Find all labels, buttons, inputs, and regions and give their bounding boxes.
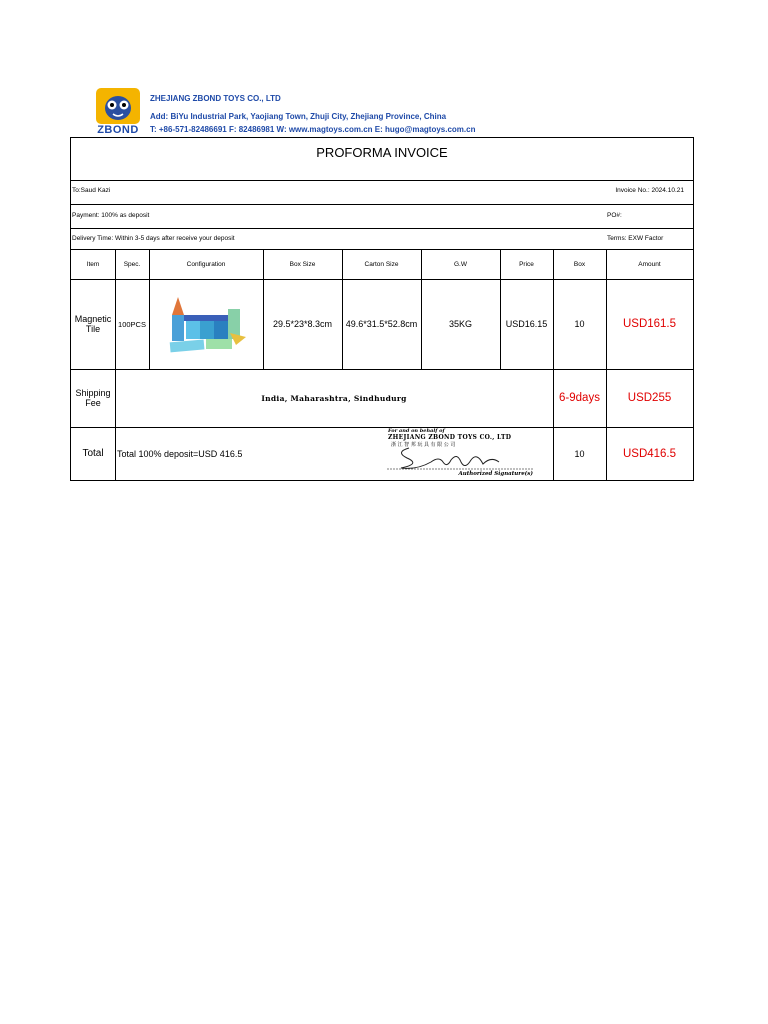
stamp-behalf: For and on behalf of: [388, 428, 445, 434]
magnetic-tiles-image: [166, 293, 246, 355]
company-stamp: [387, 428, 535, 480]
company-name: ZHEJIANG ZBOND TOYS CO., LTD: [150, 94, 281, 103]
shipping-amount: USD255: [627, 392, 672, 404]
invoice-title: PROFORMA INVOICE: [316, 145, 448, 160]
company-logo: [94, 88, 142, 138]
product-gw: 35KG: [448, 319, 472, 329]
logo-text: ZBOND: [97, 124, 139, 136]
po-number: PO#:: [607, 212, 622, 219]
stamp-company: ZHEJIANG ZBOND TOYS CO., LTD: [388, 434, 512, 441]
product-image: [149, 279, 263, 369]
header-price: Price: [519, 260, 534, 268]
to-field: To:Saud Kazi: [72, 187, 111, 194]
trade-terms: Terms: EXW Factor: [607, 235, 664, 242]
product-spec: 100PCS: [118, 319, 146, 329]
divider: [71, 204, 693, 205]
delivery-time: Delivery Time: Within 3-5 days after receive your deposit: [72, 235, 235, 242]
company-contact: T: +86-571-82486691 F: 82486981 W: www.magtoys.com.cn E: hugo@magtoys.com.cn: [150, 125, 476, 134]
signature-icon: [387, 442, 535, 472]
header-carton-size: Carton Size: [364, 260, 399, 268]
total-label: Total: [82, 448, 104, 459]
invoice-table: [70, 137, 694, 481]
divider: [71, 228, 693, 229]
product-amount: USD161.5: [622, 318, 677, 330]
header-configuration: Configuration: [186, 260, 226, 268]
payment-terms: Payment: 100% as deposit: [72, 212, 150, 219]
header-gw: G.W: [454, 260, 467, 268]
header-spec: Spec.: [123, 260, 141, 268]
invoice-number: Invoice No.: 2024.10.21: [615, 187, 684, 194]
shipping-days: 6-9days: [559, 392, 600, 404]
stamp-chinese-name: 浙 江 智 邦 玩 具 有 限 公 司: [391, 442, 456, 448]
mascot-icon: [96, 88, 140, 124]
product-carton-size: 49.6*31.5*52.8cm: [345, 319, 418, 329]
header-amount: Amount: [638, 260, 661, 268]
header-box-size: Box Size: [289, 260, 316, 268]
product-item: Magnetic Tile: [74, 314, 112, 334]
product-box: 10: [574, 319, 585, 329]
logo-mascot: [96, 88, 140, 124]
shipping-destination: India, Maharashtra, Sindhudurg: [261, 393, 407, 403]
total-box: 10: [574, 448, 585, 459]
product-box-size: 29.5*23*8.3cm: [272, 319, 333, 329]
divider: [71, 180, 693, 181]
stamp-authorized: Authorized Signature(s): [458, 471, 533, 477]
header-box: Box: [573, 260, 586, 268]
header-item: Item: [86, 260, 100, 268]
product-price: USD16.15: [505, 319, 548, 329]
total-amount: USD416.5: [622, 447, 677, 460]
company-address: Add: BiYu Industrial Park, Yaojiang Town, Zhuji City, Zhejiang Province, China: [150, 112, 447, 121]
shipping-label: Shipping Fee: [75, 388, 111, 408]
total-text: Total 100% deposit=USD 416.5: [117, 448, 243, 459]
